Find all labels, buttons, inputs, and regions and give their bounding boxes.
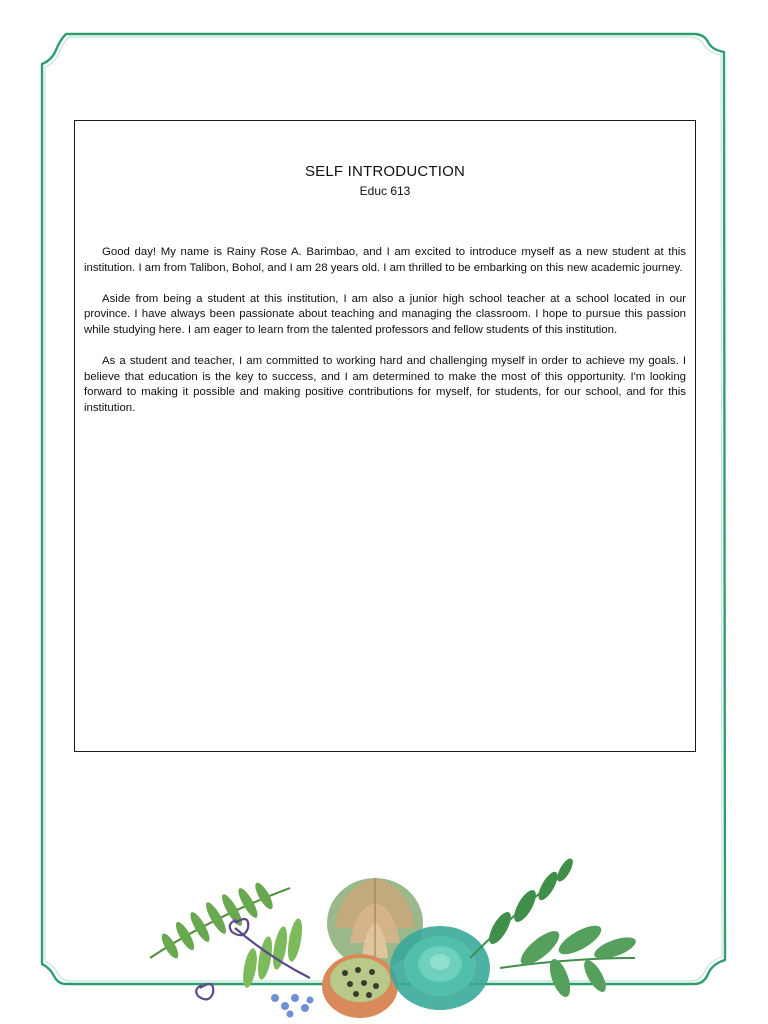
berry-cluster-icon — [271, 994, 314, 1018]
paragraph-2: Aside from being a student at this institution, I am also a junior high school teacher at a school located in our province. I have always been passionate about teaching and managing the classroom. I hope to pursue this passion while studying here. I am eager to learn from the talented professors and fellow students of this institution. — [84, 292, 686, 336]
leaf-branch-icon — [470, 856, 638, 999]
fern-leaf-icon — [150, 881, 305, 989]
content-text-box — [74, 120, 696, 752]
botanical-decoration — [140, 848, 650, 1024]
document-subtitle: Educ 613 — [359, 184, 411, 198]
lotus-pod-icon — [322, 954, 398, 1018]
document-title: SELF INTRODUCTION — [304, 163, 466, 180]
paragraph-1: Good day! My name is Rainy Rose A. Barimbao, and I am excited to introduce myself as a new student at this institution. I am from Talibon, Bohol, and I am 28 years old. I am thrilled to be embarking on this new academic journey. — [84, 246, 686, 274]
paragraph-3: As a student and teacher, I am committed to working hard and challenging myself in order to achieve my goals. I believe that education is the key to success, and I am determined to make the most of this opportunity. I'm looking forward to making it possible and making positive contributions for myself, for students, for our school, and for this institution. — [84, 355, 686, 414]
succulent-icon — [390, 926, 490, 1010]
body-text — [84, 245, 686, 432]
